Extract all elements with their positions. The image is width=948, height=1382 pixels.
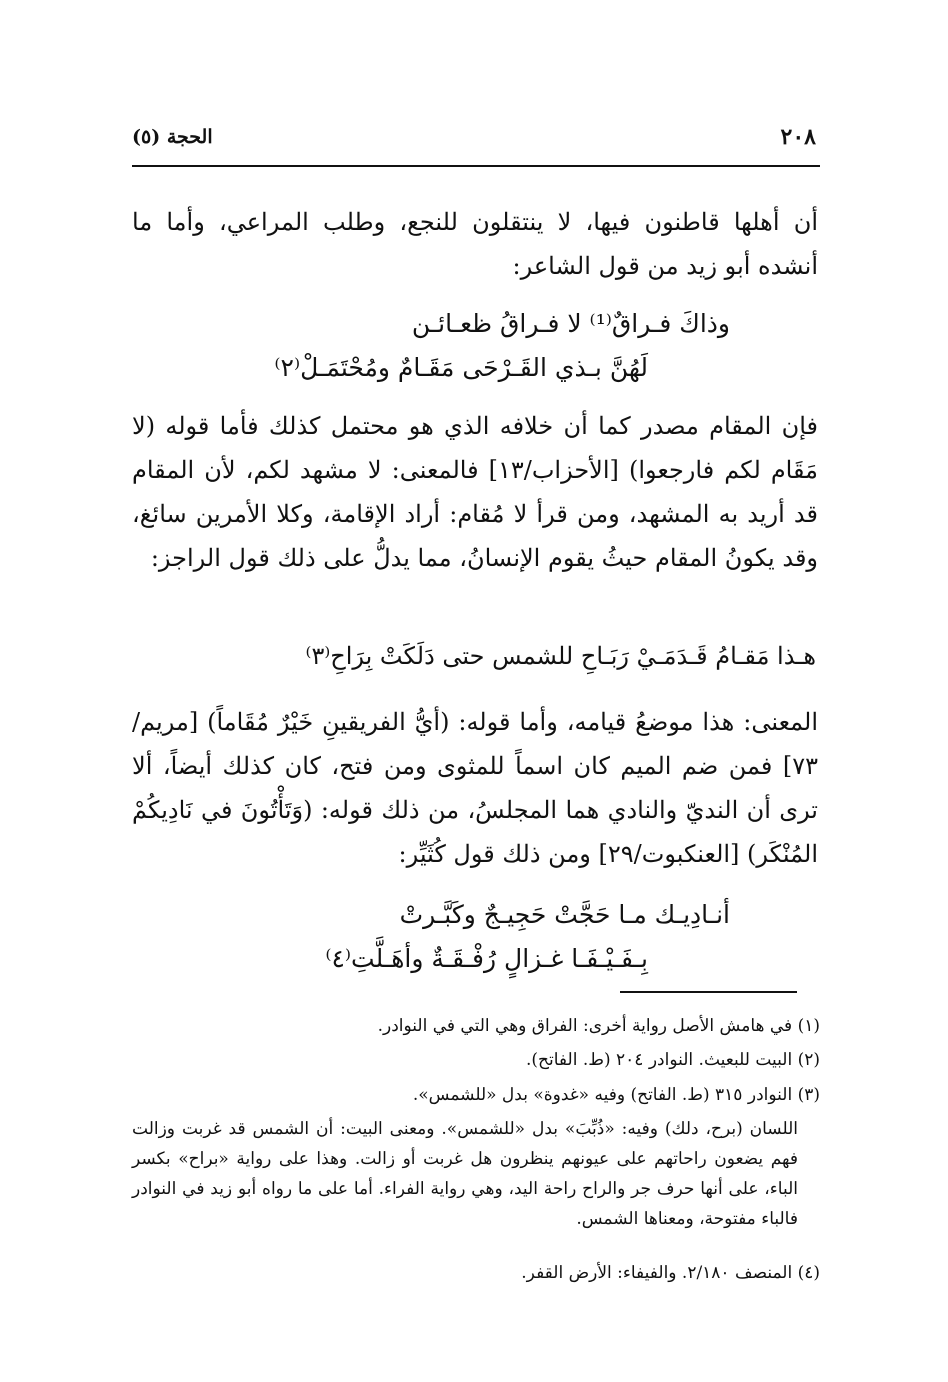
footnote-separator: [620, 991, 797, 993]
paragraph-2: فإن المقام مصدر كما أن خلافه الذي هو محتمل كذلك فأما قوله (لا مَقَام لكم فارجعوا) [الأحزاب/١٣] فالمعنى: لا مشهد لكم، لأن المقام قد أريد به المشهد، ومن قرأ لا مُقام: أراد الإقامة، وكلا الأمرين سائغ، وقد يكونُ المقام حيثُ يقوم الإنسانُ، مما يدلُّ على ذلك قول الراجز:: [132, 412, 818, 572]
page-header: [132, 124, 816, 158]
footnote-3-continuation: اللسان (برح، دلك) وفيه: «ذُبِّبَ» بدل «للشمس». ومعنى البيت: أن الشمس قد غربت وزالت فهم يضعون راحاتهم على عيونهم ينظرون هل غربت أو زالت. وهذا على رواية «براح» بكسر الباء، على أنها حرف جر والراح راحة اليد، وهي رواية الفراء. أما على ما رواه أبو زيد في النوادر فالباء مفتوحة، ومعناها الشمس.: [132, 1119, 798, 1229]
verse-1-line-1: وذاكَ فـراقٌ⁽¹⁾ لا فـراقُ ظعـائـن: [411, 309, 730, 338]
footnote-4: (٤) المنصف ٢/١٨٠. والفيفاء: الأرض القفر.: [521, 1263, 820, 1283]
paragraph-1: أن أهلها قاطنون فيها، لا ينتقلون للنجع، وطلب المراعي، وأما ما أنشده أبو زيد من قول الشاعر:: [132, 208, 818, 280]
verse-3-line-1: أنـادِيـك مـا حَجَّتْ حَجِيـجٌ وكَبَّـرتْ: [399, 900, 730, 929]
verse-3-line-2: بِـفَـيْـفَـا غـزالٍ رُفْـقَـةٌ وأهَـلَّتِ⁽٤⁾: [325, 944, 648, 973]
footnote-1: (١) في هامش الأصل رواية أخرى: الفراق وهي التي في النوادر.: [377, 1016, 820, 1036]
header-rule: [132, 165, 820, 167]
verse-1-line-2: لَهُنَّ بـذي القَـرْحَى مَقَـامٌ ومُحْتَمَـلْ⁽٢⁾: [274, 353, 648, 382]
verse-2: هـذا مَقـامُ قَـدَمَـيْ رَبَـاحِ للشمس حتى دَلَكَتْ بِرَاحِ⁽٣⁾: [305, 642, 816, 670]
paragraph-3: المعنى: هذا موضعُ قيامه، وأما قوله: (أيُّ الفريقينِ خَيْرٌ مُقَاماً) [مريم/٧٣] فمن ضم الميم كان اسماً للمثوى ومن فتح، كان كذلك أيضاً، ألا ترى أن النديّ والنادي هما المجلسُ، من ذلك قوله: (وَتَأْتُونَ في نَادِيكُمْ المُنْكَر) [العنكبوت/٢٩] ومن ذلك قول كُثَيِّر:: [132, 708, 818, 868]
footnote-2: (٢) البيت للبعيث. النوادر ٢٠٤ (ط. الفاتح).: [526, 1050, 820, 1070]
running-title: الحجة (٥): [132, 126, 213, 148]
page-number: ٢٠٨: [780, 124, 816, 150]
footnote-3: (٣) النوادر ٣١٥ (ط. الفاتح) وفيه «غدوة» بدل «للشمس».: [412, 1085, 820, 1105]
